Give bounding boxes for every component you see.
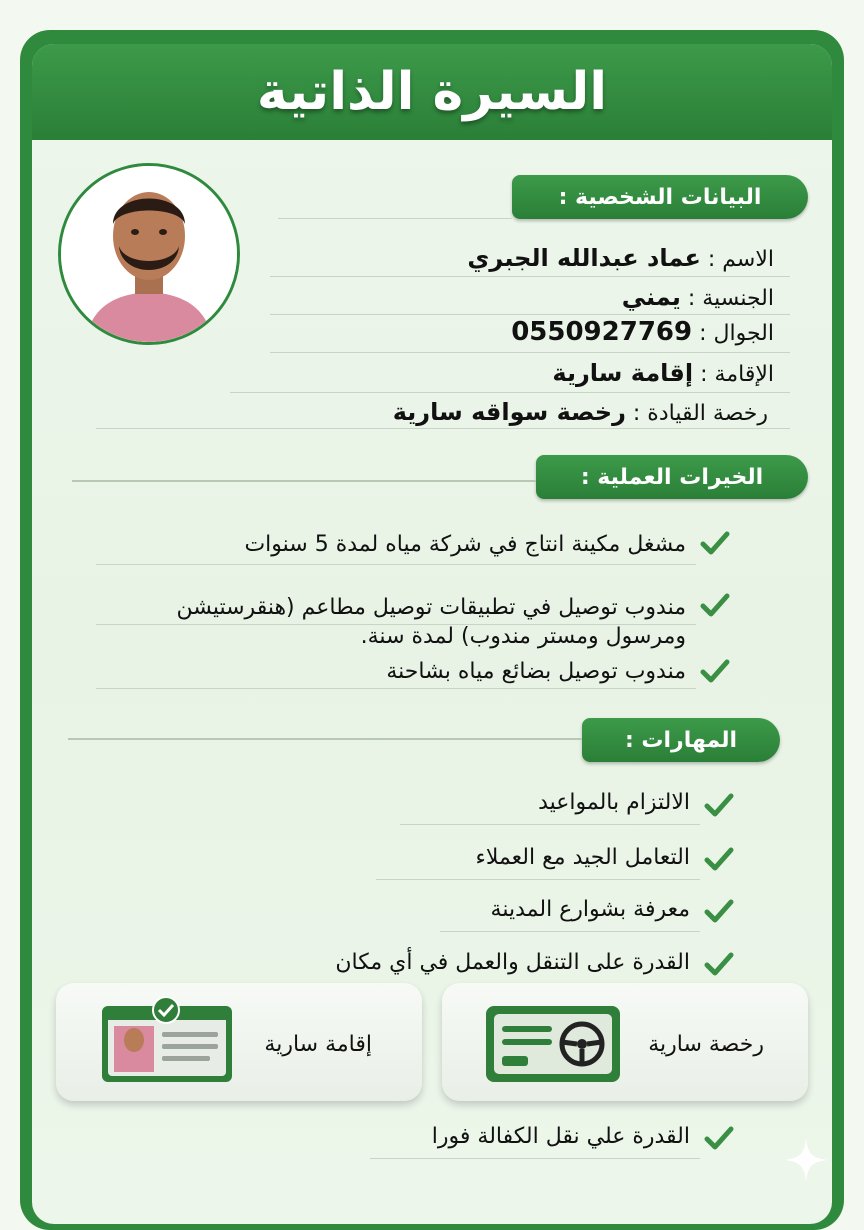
skill-item: القدرة على التنقل والعمل في أي مكان <box>335 950 690 975</box>
divider <box>278 218 512 219</box>
residence-value: إقامة سارية <box>552 359 694 387</box>
skills-section-heading <box>582 718 780 762</box>
license-card-label: رخصة سارية <box>648 1032 764 1057</box>
sparkle-icon <box>782 1136 830 1184</box>
name-value: عماد عبدالله الجبري <box>467 244 701 272</box>
driving-license-row <box>393 398 768 426</box>
check-icon <box>704 951 734 977</box>
sponsorship-transfer-item: القدرة علي نقل الكفالة فورا <box>431 1124 690 1149</box>
divider <box>400 824 700 825</box>
check-icon <box>704 898 734 924</box>
driving-license-icon <box>484 1004 622 1084</box>
experience-item: مشغل مكينة انتاج في شركة مياه لمدة 5 سنوات <box>244 532 686 557</box>
skills-heading-text: المهارات : <box>624 727 738 753</box>
divider <box>96 564 696 565</box>
title-banner <box>32 44 832 140</box>
divider <box>376 879 700 880</box>
experience-item-continuation: ومرسول ومستر مندوب) لمدة سنة. <box>360 624 686 649</box>
check-icon <box>704 1125 734 1151</box>
check-icon <box>704 792 734 818</box>
divider <box>96 428 790 429</box>
divider <box>270 352 790 353</box>
experience-section-heading <box>536 455 808 499</box>
check-icon <box>700 658 730 684</box>
mobile-value: 0550927769 <box>511 317 693 347</box>
nationality-value: يمني <box>621 283 681 311</box>
experience-item: مندوب توصيل بضائع مياه بشاحنة <box>386 659 686 684</box>
driving-license-label: رخصة القيادة : <box>632 401 768 426</box>
divider <box>68 738 582 740</box>
mobile-label: الجوال : <box>699 321 774 346</box>
nationality-label: الجنسية : <box>687 286 774 311</box>
residence-id-card-icon <box>100 996 234 1084</box>
divider <box>230 392 790 393</box>
check-icon <box>704 846 734 872</box>
person-portrait-icon <box>61 166 237 342</box>
divider <box>270 276 790 277</box>
personal-section-heading <box>512 175 808 219</box>
divider <box>72 480 536 482</box>
divider <box>270 314 790 315</box>
experience-heading-text: الخيرات العملية : <box>580 464 764 490</box>
skill-item: التعامل الجيد مع العملاء <box>475 845 690 870</box>
divider <box>370 1158 700 1159</box>
mobile-row <box>511 317 774 347</box>
nationality-row <box>622 283 774 311</box>
check-icon <box>700 592 730 618</box>
residence-row <box>552 359 774 387</box>
residence-card-label: إقامة سارية <box>264 1032 372 1057</box>
skill-item: الالتزام بالمواعيد <box>538 790 690 815</box>
profile-photo <box>58 163 240 345</box>
divider <box>96 688 696 689</box>
skill-item: معرفة بشوارع المدينة <box>490 897 690 922</box>
name-label: الاسم : <box>707 247 774 272</box>
residence-label: الإقامة : <box>700 362 774 387</box>
experience-item: مندوب توصيل في تطبيقات توصيل مطاعم (هنقرستيشن <box>176 595 686 620</box>
personal-heading-text: البيانات الشخصية : <box>558 184 762 210</box>
driving-license-value: رخصة سواقه سارية <box>392 398 626 426</box>
page-title: السيرة الذاتية <box>256 62 608 122</box>
name-row <box>467 244 774 272</box>
divider <box>440 931 700 932</box>
check-icon <box>700 530 730 556</box>
